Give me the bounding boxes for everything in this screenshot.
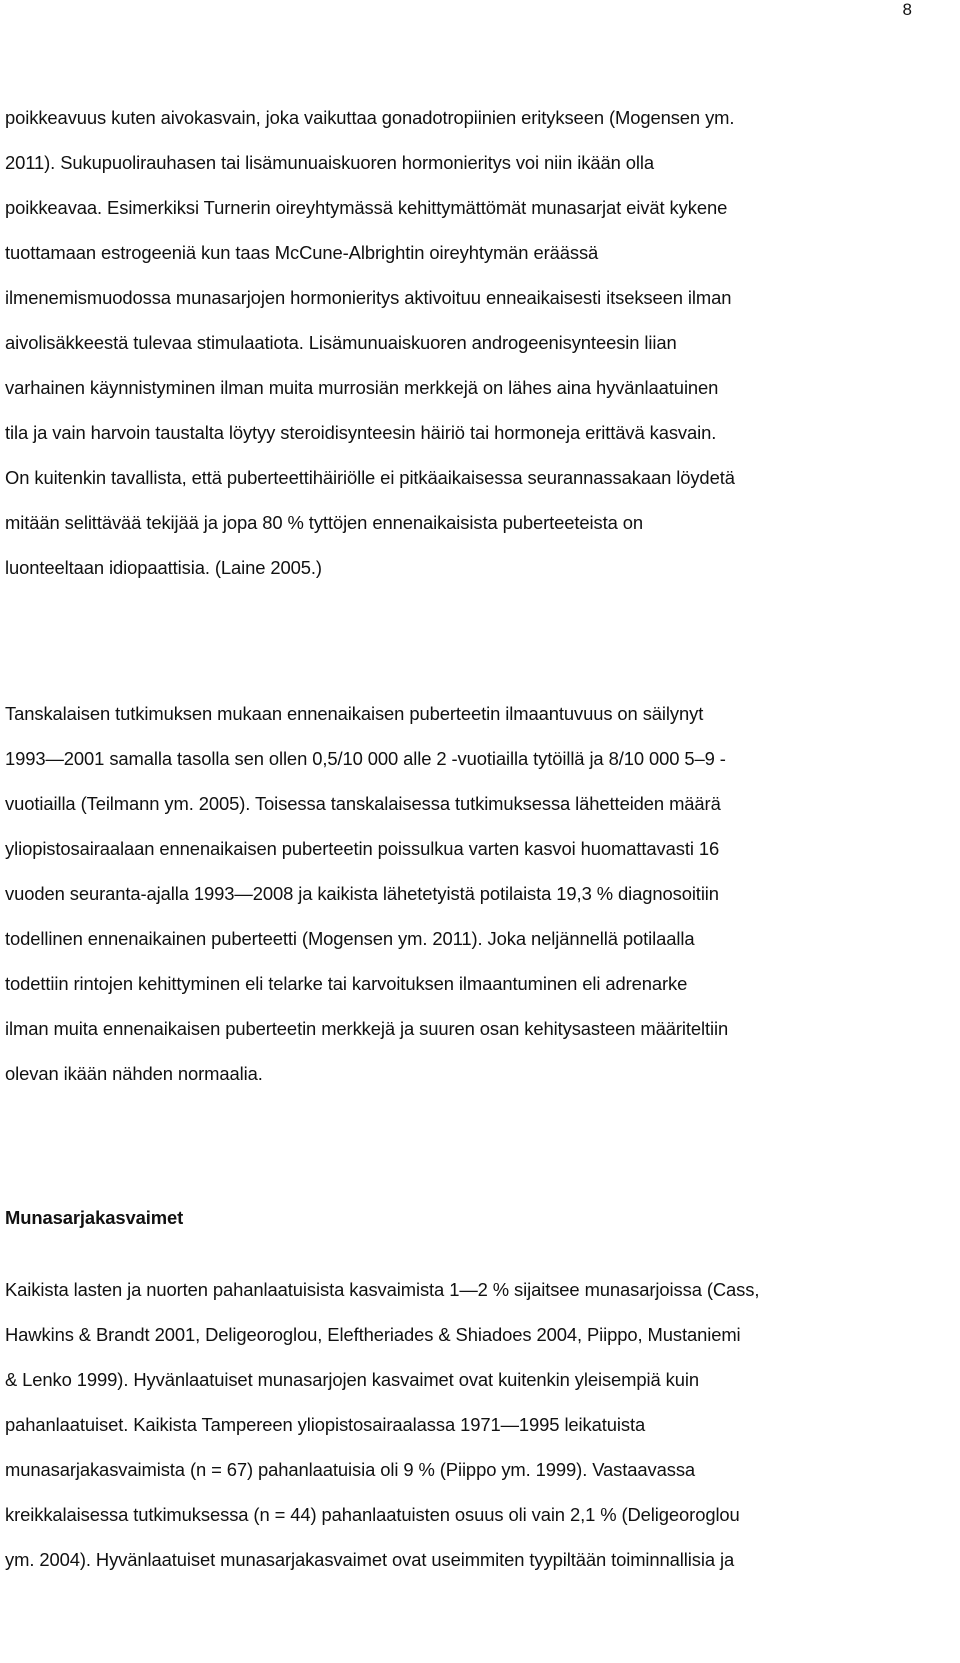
text-line: ym. 2004). Hyvänlaatuiset munasarjakasvaimet ovat useimmiten tyypiltään toiminnallisia ja <box>5 1549 735 1570</box>
text-line: olevan ikään nähden normaalia. <box>5 1063 263 1084</box>
text-line: On kuitenkin tavallista, että puberteettihäiriölle ei pitkäaikaisessa seurannassakaan löydetä <box>5 467 735 488</box>
text-line: todettiin rintojen kehittyminen eli telarke tai karvoituksen ilmaantuminen eli adrenarke <box>5 973 688 994</box>
text-line: poikkeavaa. Esimerkiksi Turnerin oireyhtymässä kehittymättömät munasarjat eivät kykene <box>5 197 728 218</box>
text-line: tuottamaan estrogeeniä kun taas McCune-Albrightin oireyhtymän eräässä <box>5 242 599 263</box>
text-line: poikkeavuus kuten aivokasvain, joka vaikuttaa gonadotropiinien eritykseen (Mogensen ym. <box>5 107 735 128</box>
text-line: tila ja vain harvoin taustalta löytyy steroidisynteesin häiriö tai hormoneja erittävä kasvain. <box>5 422 717 443</box>
text-line: & Lenko 1999). Hyvänlaatuiset munasarjojen kasvaimet ovat kuitenkin yleisempiä kuin <box>5 1369 699 1390</box>
text-line: Kaikista lasten ja nuorten pahanlaatuisista kasvaimista 1—2 % sijaitsee munasarjoissa (Cass, <box>5 1279 760 1300</box>
text-line: ilman muita ennenaikaisen puberteetin merkkejä ja suuren osan kehitysasteen määriteltiin <box>5 1018 729 1039</box>
text-line: Tanskalaisen tutkimuksen mukaan ennenaikaisen puberteetin ilmaantuvuus on säilynyt <box>5 703 704 724</box>
text-line: munasarjakasvaimista (n = 67) pahanlaatuisia oli 9 % (Piippo ym. 1999). Vastaavassa <box>5 1459 696 1480</box>
text-line: ilmenemismuodossa munasarjojen hormonieritys aktivoituu enneaikaisesti itsekseen ilman <box>5 287 732 308</box>
text-line: todellinen ennenaikainen puberteetti (Mogensen ym. 2011). Joka neljännellä potilaalla <box>5 928 695 949</box>
text-line: 1993—2001 samalla tasolla sen ollen 0,5/10 000 alle 2 -vuotiailla tytöillä ja 8/10 000 5–9 - <box>5 748 726 769</box>
text-line: kreikkalaisessa tutkimuksessa (n = 44) pahanlaatuisten osuus oli vain 2,1 % (Deligeoroglou <box>5 1504 740 1525</box>
text-line: 2011). Sukupuolirauhasen tai lisämunuaiskuoren hormonieritys voi niin ikään olla <box>5 152 654 173</box>
text-line: vuoden seuranta-ajalla 1993—2008 ja kaikista lähetetyistä potilaista 19,3 % diagnosoitiin <box>5 883 719 904</box>
text-line: vuotiailla (Teilmann ym. 2005). Toisessa tanskalaisessa tutkimuksessa lähetteiden määrä <box>5 793 721 814</box>
section-heading: Munasarjakasvaimet <box>5 1207 184 1228</box>
page-number: 8 <box>902 0 912 19</box>
text-line: varhainen käynnistyminen ilman muita murrosiän merkkejä on lähes aina hyvänlaatuinen <box>5 377 719 398</box>
text-line: mitään selittävää tekijää ja jopa 80 % tyttöjen ennenaikaisista puberteeteista on <box>5 512 644 533</box>
text-line: aivolisäkkeestä tulevaa stimulaatiota. Lisämunuaiskuoren androgeenisynteesin liian <box>5 332 677 353</box>
text-line: yliopistosairaalaan ennenaikaisen puberteetin poissulkua varten kasvoi huomattavasti 16 <box>5 838 720 859</box>
text-line: luonteeltaan idiopaattisia. (Laine 2005.) <box>5 557 322 578</box>
text-line: pahanlaatuiset. Kaikista Tampereen yliopistosairaalassa 1971—1995 leikatuista <box>5 1414 646 1435</box>
text-line: Hawkins & Brandt 2001, Deligeoroglou, Eleftheriades & Shiadoes 2004, Piippo, Mustaniemi <box>5 1324 741 1345</box>
